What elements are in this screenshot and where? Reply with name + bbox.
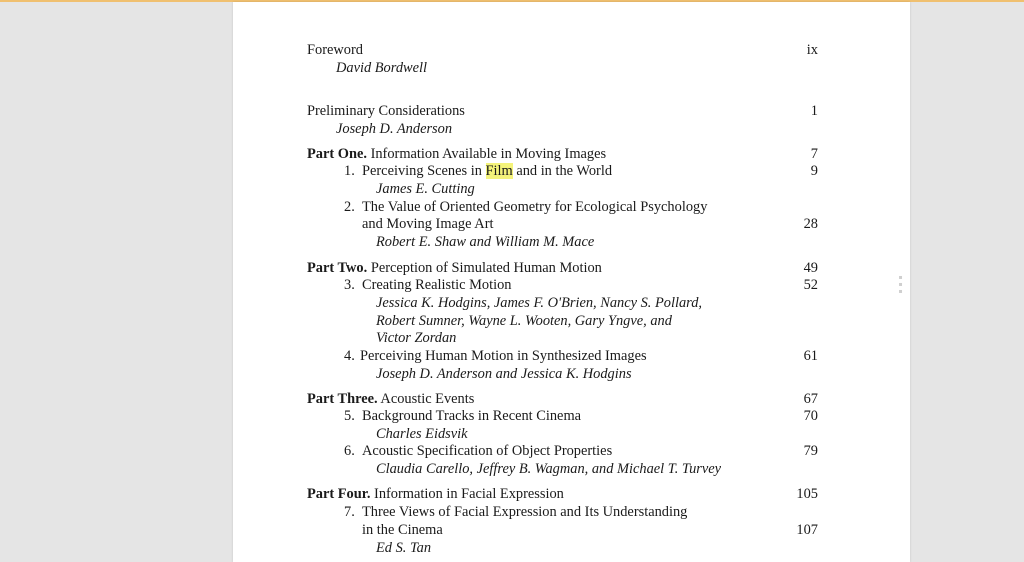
toc-ch7-title-line1: Three Views of Facial Expression and Its Understanding (362, 504, 688, 520)
toc-ch5-page: 70 (803, 408, 818, 424)
toc-part4-title: Information in Facial Expression (374, 486, 564, 502)
toc-ch1-title-after: and in the World (516, 163, 613, 179)
toc-ch7-page: 107 (796, 522, 818, 538)
toc-part3-title: Acoustic Events (380, 391, 475, 407)
toc-ch1-num: 1. (344, 163, 355, 179)
toc-ch4-title: Perceiving Human Motion in Synthesized Images (360, 348, 647, 364)
toc-ch3-title: Creating Realistic Motion (362, 277, 512, 293)
toc-ch7-num: 7. (344, 504, 355, 520)
toc-ch6-page: 79 (803, 443, 818, 459)
toc-ch1-title-before: Perceiving Scenes in (362, 163, 482, 179)
toc-part3-page: 67 (803, 391, 818, 407)
toc-part4-label: Part Four. (307, 486, 371, 502)
toc-ch3-author-line1: Jessica K. Hodgins, James F. O'Brien, Nancy S. Pollard, (376, 295, 703, 311)
toc-ch2-author: Robert E. Shaw and William M. Mace (376, 234, 595, 250)
toc-part2-title: Perception of Simulated Human Motion (370, 260, 602, 276)
toc-ch2-num: 2. (344, 199, 355, 215)
toc-ch3-author-line3: Victor Zordan (376, 330, 457, 346)
toc-ch1-title (362, 163, 612, 180)
faint-margin-mark: ▪▪▪ (897, 274, 904, 295)
toc-ch5-title: Background Tracks in Recent Cinema (362, 408, 582, 424)
toc-ch3-author-line2: Robert Sumner, Wayne L. Wooten, Gary Yngve, and (376, 313, 672, 329)
toc-ch2-title-line2: and Moving Image Art (362, 216, 494, 232)
toc-part2-heading (307, 260, 602, 277)
toc-ch5-author: Charles Eidsvik (376, 426, 468, 442)
toc-ch5-num: 5. (344, 408, 355, 424)
toc-ch7-author: Ed S. Tan (376, 540, 432, 556)
toc-part1-page: 7 (810, 146, 818, 162)
toc-ch3-num: 3. (344, 277, 355, 293)
toc-ch6-author: Claudia Carello, Jeffrey B. Wagman, and Michael T. Turvey (376, 461, 722, 477)
toc-ch7-title-line2: in the Cinema (362, 522, 443, 538)
toc-foreword-author: David Bordwell (336, 60, 427, 76)
toc-part3-heading (307, 391, 474, 408)
toc-part2-label: Part Two. (307, 260, 368, 276)
toc-ch4-page: 61 (803, 348, 818, 364)
toc-prelim-title: Preliminary Considerations (307, 103, 465, 119)
toc-part1-heading (307, 146, 606, 163)
toc-part4-page: 105 (796, 486, 818, 502)
document-page (233, 2, 910, 562)
toc-ch2-title-line1: The Value of Oriented Geometry for Ecological Psychology (362, 199, 708, 215)
toc-part1-title: Information Available in Moving Images (370, 146, 607, 162)
toc-part1-label: Part One. (307, 146, 367, 162)
toc-ch1-author: James E. Cutting (376, 181, 475, 197)
toc-ch2-page: 28 (803, 216, 818, 232)
toc-ch4-num: 4. (344, 348, 355, 364)
toc-ch4-author: Joseph D. Anderson and Jessica K. Hodgins (376, 366, 632, 382)
toc-ch6-num: 6. (344, 443, 355, 459)
search-highlight: Film (485, 163, 513, 179)
toc-ch6-title: Acoustic Specification of Object Properties (362, 443, 613, 459)
toc-foreword-page: ix (806, 42, 818, 58)
toc-ch1-page: 9 (810, 163, 818, 179)
toc-foreword-title: Foreword (307, 42, 363, 58)
toc-prelim-author: Joseph D. Anderson (336, 121, 453, 137)
toc-part4-heading (307, 486, 564, 503)
toc-ch3-page: 52 (803, 277, 818, 293)
toc-part2-page: 49 (803, 260, 818, 276)
toc-part3-label: Part Three. (307, 391, 378, 407)
toc-prelim-page: 1 (810, 103, 818, 119)
